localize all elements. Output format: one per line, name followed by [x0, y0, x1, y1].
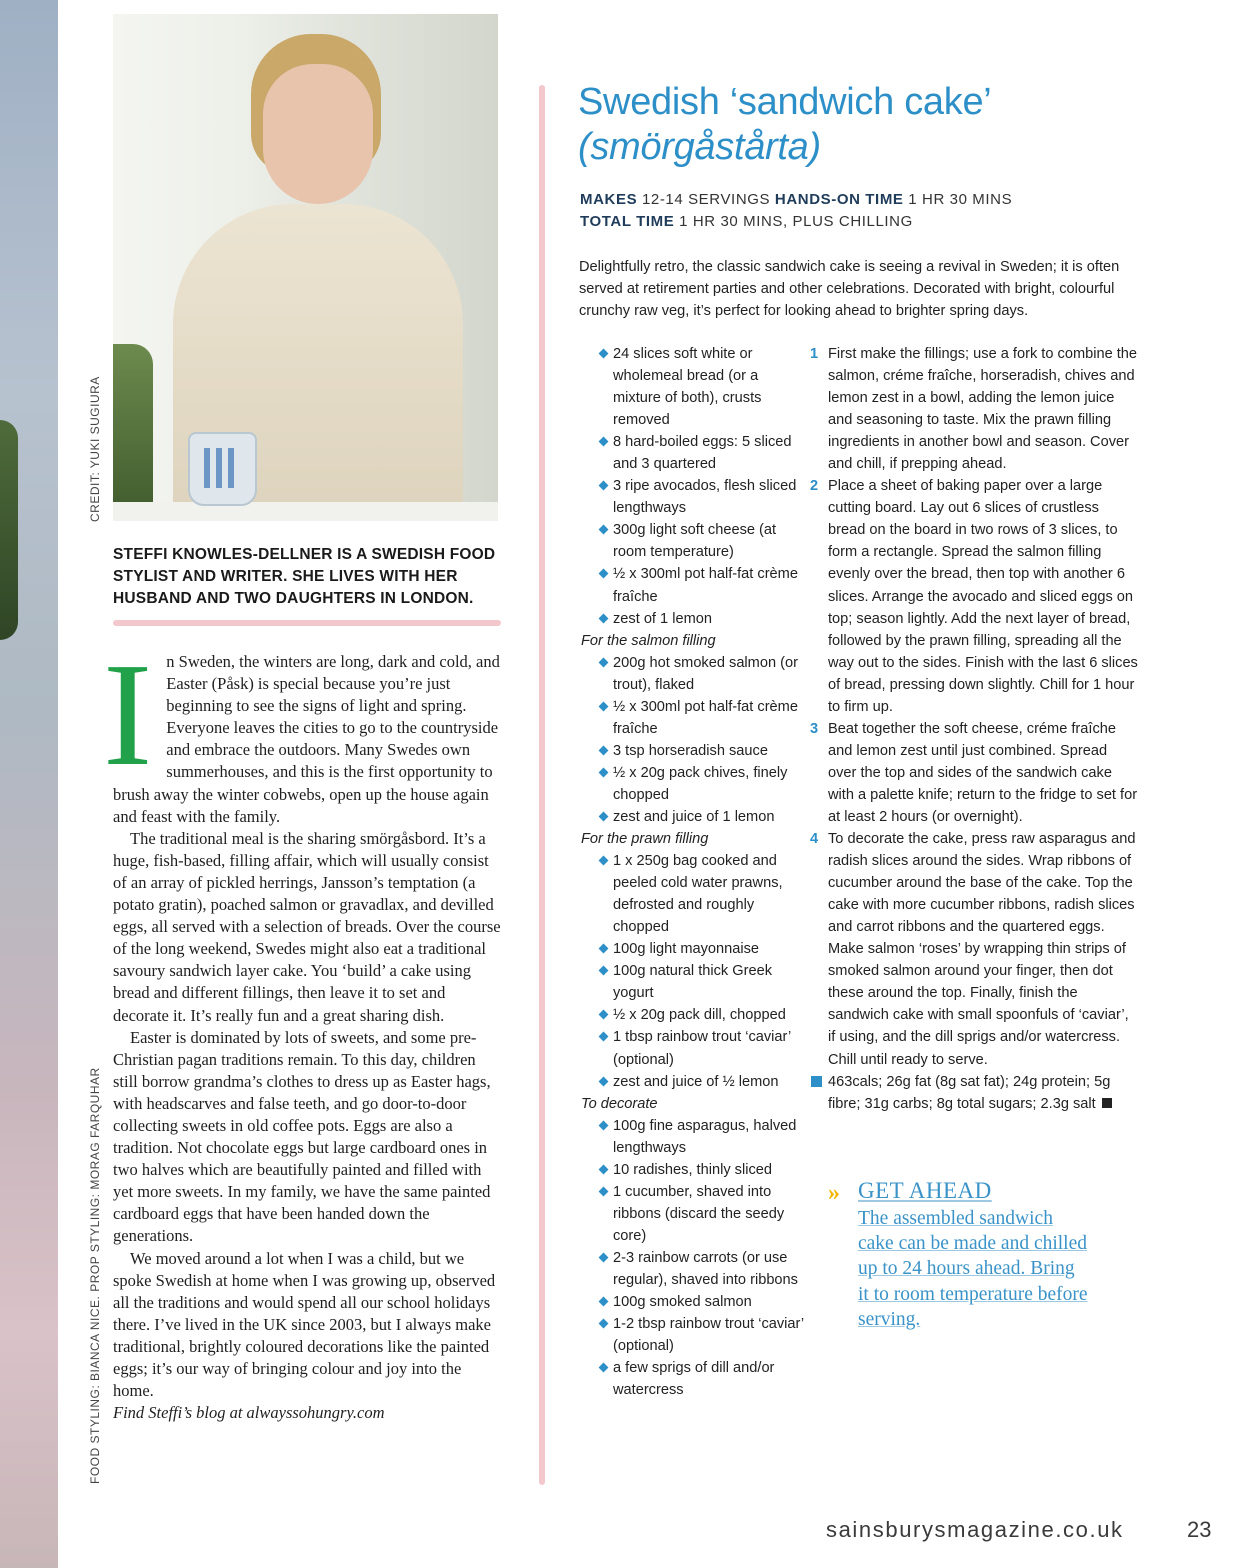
essay-paragraph-2: The traditional meal is the sharing smörgåsbord. It’s a huge, fish-based, filling affair, which will usually consist of an array of pickled herrings, Jansson’s temptation (a potato gratin), poached salmon or gravadlax, and devilled eggs, all served with a selection of breads. Over the course of the long weekend, Swedes might also eat a traditional savoury sandwich layer cake. You ‘build’ a cake using bread and different fillings, then leave it to set and decorate it. It’s really fun and a great sharing dish. — [113, 828, 501, 1025]
step-text: Beat together the soft cheese, créme fraîche and lemon zest until just combined. Spread over the top and sides of the sandwich cake with a palette knife; return to the fridge to set for at least 2 hours (or overnight). — [828, 720, 1138, 825]
ingredient-item: 100g fine asparagus, halved lengthways — [581, 1115, 806, 1159]
step-number: 3 — [810, 720, 819, 737]
essay-paragraph-1: n Sweden, the winters are long, dark and cold, and Easter (Påsk) is special because you’re just beginning to see the signs of light and spring. Everyone leaves the cities to go to the countryside and embrace the outdoors. Many Swedes own summerhouses, and this is the first opportunity to brush away the winter cobwebs, open up the house again and feast with the family. — [113, 652, 500, 826]
ingredient-item: 1 tbsp rainbow trout ‘caviar’ (optional) — [581, 1026, 806, 1070]
ingredient-item: 10 radishes, thinly sliced — [581, 1159, 806, 1181]
ingredient-item: 2-3 rainbow carrots (or use regular), shaved into ribbons — [581, 1247, 806, 1291]
essay-paragraph-3: Easter is dominated by lots of sweets, and some pre-Christian pagan traditions remain. To this day, children still borrow grandma’s clothes to dress up as Easter hags, with headscarves and false teeth, and go door-to-door collecting sweets in old coffee pots. Eggs are also a tradition. Not chocolate eggs but large cardboard ones in two halves which are beautifully painted and filled with yet more sweets. In my family, we have the same painted cardboard eggs that have been handed down the generations. — [113, 1027, 491, 1246]
makes-label: MAKES — [580, 191, 638, 208]
ingredient-item: 300g light soft cheese (at room temperature) — [581, 519, 806, 563]
prawn-filling-heading: For the prawn filling — [581, 831, 709, 848]
ingredient-item: zest and juice of 1 lemon — [581, 806, 806, 828]
recipe-intro: Delightfully retro, the classic sandwich cake is seeing a revival in Sweden; it is often served at retirement parties and other celebrations. Decorated with bright, colourful crunchy raw veg, it’s perfect for looking ahead to brighter spring days. — [579, 259, 1120, 319]
author-bio: STEFFI KNOWLES-DELLNER IS A SWEDISH FOOD STYLIST AND WRITER. SHE LIVES WITH HER HUSBAND AND TWO DAUGHTERS IN LONDON. — [113, 546, 496, 607]
method-step — [808, 343, 1138, 475]
ingredient-item: 1 x 250g bag cooked and peeled cold water prawns, defrosted and roughly chopped — [581, 850, 806, 938]
end-mark — [1102, 1098, 1112, 1108]
ingredient-item: a few sprigs of dill and/or watercress — [581, 1357, 806, 1401]
styling-credit: FOOD STYLING: BIANCA NICE. PROP STYLING: MORAG FARQUHAR — [88, 1067, 102, 1484]
recipe-title — [578, 80, 1218, 170]
ingredient-item: 3 tsp horseradish sauce — [581, 740, 806, 762]
left-edge-photo — [0, 0, 58, 1568]
leaf-shape — [0, 420, 18, 640]
blog-link: Find Steffi’s blog at alwayssohungry.com — [113, 1403, 385, 1423]
ingredient-item: 3 ripe avocados, flesh sliced lengthways — [581, 475, 806, 519]
page-number: 23 — [1187, 1517, 1212, 1542]
divider-vertical — [539, 85, 545, 1485]
ingredient-item: 1 cucumber, shaved into ribbons (discard the seedy core) — [581, 1181, 806, 1247]
ingredient-item: 100g smoked salmon — [581, 1291, 806, 1313]
nutrition-text: 463cals; 26g fat (8g sat fat); 24g protein; 5g fibre; 31g carbs; 8g total sugars; 2.3g salt — [828, 1073, 1111, 1112]
step-number: 1 — [810, 346, 819, 362]
ingredient-item: 24 slices soft white or wholemeal bread (or a mixture of both), crusts removed — [581, 343, 806, 431]
recipe-title-sub: (smörgåstårta) — [578, 126, 821, 168]
method-step — [808, 828, 1138, 1071]
total-value: 1 HR 30 MINS, PLUS CHILLING — [674, 213, 913, 230]
divider-horizontal — [113, 620, 501, 626]
get-ahead-text: The assembled sandwich cake can be made and chilled up to 24 hours ahead. Bring it to room temperature before serving. — [858, 1208, 1088, 1330]
handson-label: HANDS-ON TIME — [774, 191, 904, 208]
nutrition-info — [808, 1071, 1138, 1115]
footer-website: sainsburysmagazine.co.uk — [826, 1517, 1124, 1542]
photo-credit: CREDIT: YUKI SUGIURA — [88, 376, 102, 522]
method-step — [808, 718, 1138, 828]
decorate-heading: To decorate — [581, 1095, 658, 1112]
step-number: 2 — [810, 478, 819, 495]
method-step — [808, 475, 1138, 718]
method-steps — [808, 343, 1138, 1115]
ingredient-item: 8 hard-boiled eggs: 5 sliced and 3 quartered — [581, 431, 806, 475]
mug-shape — [188, 432, 257, 506]
ingredient-item: ½ x 20g pack chives, finely chopped — [581, 762, 806, 806]
handson-value: 1 HR 30 MINS — [903, 191, 1013, 208]
essay-paragraph-4: We moved around a lot when I was a child, but we spoke Swedish at home when I was growing up, observed all the traditions and would spend all our school holidays there. I’ve lived in the UK since 2003, but I always make traditional, brightly coloured decorations like the painted eggs; it’s our way of bringing colour and joy into the home. — [113, 1248, 496, 1401]
ingredient-item: zest and juice of ½ lemon — [581, 1071, 806, 1093]
ingredient-item: ½ x 20g pack dill, chopped — [581, 1004, 806, 1026]
step-number: 4 — [810, 831, 819, 848]
ingredient-item: 200g hot smoked salmon (or trout), flaked — [581, 652, 806, 696]
ingredient-item: 100g light mayonnaise — [581, 938, 806, 960]
drop-cap: I — [103, 633, 153, 797]
portrait-photo — [113, 14, 498, 521]
total-label: TOTAL TIME — [580, 213, 675, 230]
recipe-title-main: Swedish ‘sandwich cake’ — [578, 81, 992, 123]
ingredient-item: ½ x 300ml pot half-fat crème fraîche — [581, 563, 806, 607]
get-ahead-box — [828, 1176, 1088, 1332]
ingredient-item: ½ x 300ml pot half-fat crème fraîche — [581, 696, 806, 740]
essay — [103, 633, 501, 1424]
ingredient-item: zest of 1 lemon — [581, 608, 806, 630]
step-text: First make the fillings; use a fork to combine the salmon, créme fraîche, horseradish, chives and lemon zest in a bowl, adding the lemon juice and seasoning to taste. Mix the prawn filling ingredients in another bowl and season. Cover and chill, if prepping ahead. — [828, 346, 1138, 473]
get-ahead-heading: GET AHEAD — [858, 1178, 992, 1203]
step-text: To decorate the cake, press raw asparagus and radish slices around the sides. Wrap ribbons of cucumber around the base of the cake. Top the cake with more cucumber ribbons, radish slices and carrot ribbons and the quartered eggs. Make salmon ‘roses’ by wrapping thin strips of smoked salmon around your finger, then dot these around the top. Finally, finish the sandwich cake with small spoonfuls of ‘caviar’, if using, and the dill sprigs and/or watercress. Chill until ready to serve. — [828, 831, 1136, 1068]
ingredient-item: 100g natural thick Greek yogurt — [581, 960, 806, 1004]
ingredients-list — [581, 343, 806, 1401]
chevron-icon: » — [828, 1180, 836, 1206]
recipe-meta — [580, 189, 1220, 233]
ingredient-item: 1-2 tbsp rainbow trout ‘caviar’ (optional) — [581, 1313, 806, 1357]
makes-value: 12-14 SERVINGS — [637, 191, 775, 208]
salmon-filling-heading: For the salmon filling — [581, 632, 716, 649]
step-text: Place a sheet of baking paper over a large cutting board. Lay out 6 slices of crustless bread on the board in two rows of 3 slices, to form a rectangle. Spread the salmon filling evenly over the bread, then top with another 6 slices. Arrange the avocado and sliced eggs on top; season lightly. Add the next layer of bread, followed by the prawn filling, spreading all the way out to the sides. Finish with the last 6 slices of bread, pressing down slightly. Chill for 1 hour to firm up. — [828, 478, 1138, 715]
